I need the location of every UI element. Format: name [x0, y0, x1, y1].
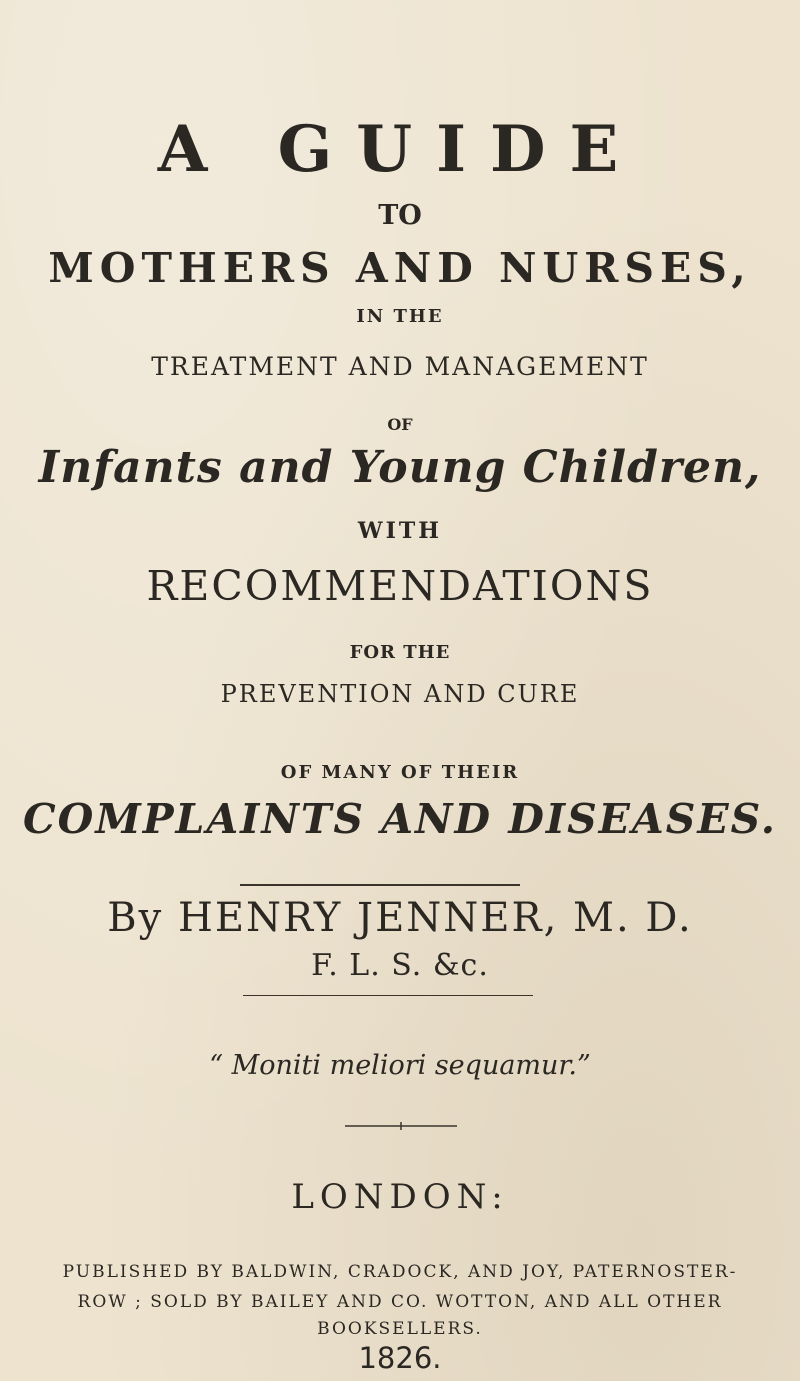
title-treatment: TREATMENT AND MANAGEMENT: [151, 352, 649, 381]
divider-rule: [243, 995, 533, 996]
ornament-rule: [345, 1122, 457, 1130]
title-subjects: Infants and Young Children,: [38, 442, 762, 493]
title-recommendations: RECOMMENDATIONS: [146, 562, 654, 610]
divider-rule: [240, 884, 520, 886]
imprint-city: LONDON:: [291, 1177, 509, 1217]
title-audience: MOTHERS AND NURSES,: [48, 244, 752, 292]
title-prevention: PREVENTION AND CURE: [220, 680, 580, 708]
imprint-line: ROW ; SOLD BY BAILEY AND CO. WOTTON, AND ALL OTHER: [77, 1292, 723, 1312]
title-in-the: IN THE: [356, 306, 444, 327]
imprint-line: PUBLISHED BY BALDWIN, CRADOCK, AND JOY, PATERNOSTER-: [62, 1262, 738, 1282]
title-complaints: COMPLAINTS AND DISEASES.: [22, 795, 778, 843]
publication-year: 1826.: [358, 1341, 442, 1375]
title-of: OF: [387, 415, 413, 434]
title-to: TO: [378, 200, 422, 231]
author-name: By HENRY JENNER, M. D.: [107, 895, 693, 941]
imprint-line: BOOKSELLERS.: [317, 1319, 483, 1339]
title-for-the: FOR THE: [349, 642, 451, 663]
title-of-many: OF MANY OF THEIR: [280, 762, 520, 783]
author-credentials: F. L. S. &c.: [311, 948, 489, 983]
epigraph-motto: “ Moniti meliori sequamur.”: [209, 1050, 591, 1081]
book-title: A GUIDE: [157, 112, 643, 187]
title-with: WITH: [357, 518, 443, 544]
